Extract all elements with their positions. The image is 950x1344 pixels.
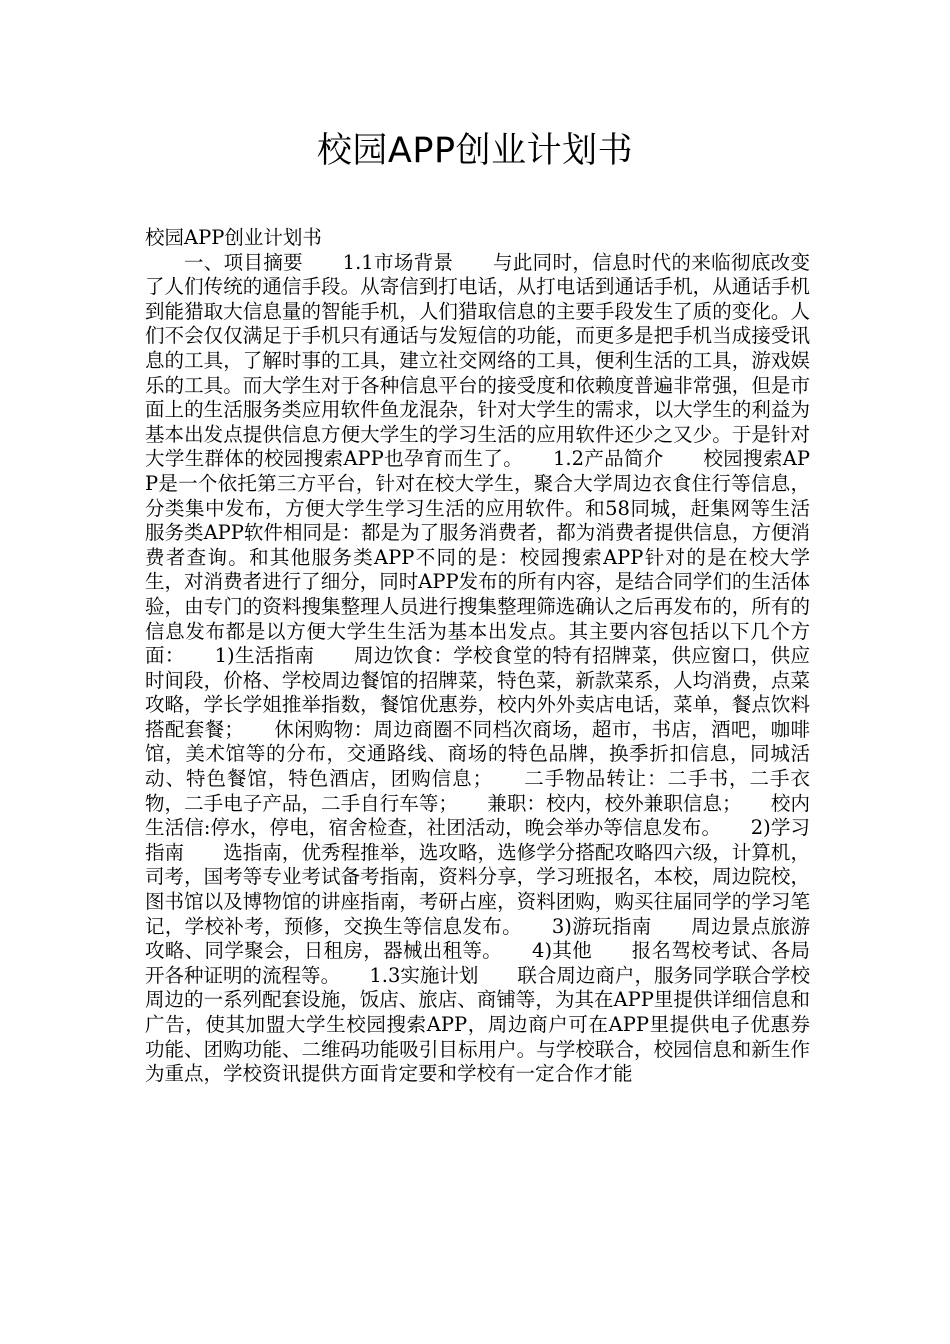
document-paragraph: 一、项目摘要 1.1市场背景 与此同时，信息时代的来临彻底改变了人们传统的通信手段。从寄信到打电话，从打电话到通话手机，从通话手机到能猎取大信息量的智能手机，人们猎取信息的主要手段发生了质的变化。人们不会仅仅满足于手机只有通话与发短信的功能，而更多是把手机当成接受讯息的工具，了解时事的工具，建立社交网络的工具，便利生活的工具，游戏娱乐的工具。而大学生对于各种信息平台的接受度和依赖度普遍非常强，但是市面上的生活服务类应用软件鱼龙混杂，针对大学生的需求，以大学生的利益为基本出发点提供信息方便大学生的学习生活的应用软件还少之又少。于是针对大学生群体的校园搜索APP也孕育而生了。 1.2产品简介 校园搜索APP是一个依托第三方平台，针对在校大学生，聚合大学周边衣食住行等信息，分类集中发布，方便大学生学习生活的应用软件。和58同城，赶集网等生活服务类APP软件相同是：都是为了服务消费者，都为消费者提供信息，方便消费者查询。和其他服务类APP不同的是：校园搜索APP针对的是在校大学生，对消费者进行了细分，同时APP发布的所有内容，是结合同学们的生活体验，由专门的资料搜集整理人员进行搜集整理筛选确认之后再发布的，所有的信息发布都是以方便大学生生活为基本出发点。其主要内容包括以下几个方面： 1)生活指南 周边饮食：学校食堂的特有招牌菜，供应窗口，供应时间段，价格、学校周边餐馆的招牌菜，特色菜，新款菜系，人均消费，点菜攻略，学长学姐推举指数，餐馆优惠券，校内外外卖店电话，菜单，餐点饮料搭配套餐； 休闲购物：周边商圈不同档次商场，超市，书店，酒吧，咖啡馆，美术馆等的分布，交通路线、商场的特色品牌，换季折扣信息，同城活动、特色餐馆，特色酒店，团购信息； 二手物品转让：二手书，二手衣物，二手电子产品，二手自行车等； 兼职：校内，校外兼职信息； 校内生活信:停水，停电，宿舍检查，社团活动，晚会举办等信息发布。 2)学习指南 选指南，优秀程推举，选攻略，选修学分搭配攻略四六级，计算机，司考，国考等专业考试备考指南，资料分享，学习班报名，本校，周边院校，图书馆以及博物馆的讲座指南，考研占座，资料团购，购买往届同学的学习笔记，学校补考，预修，交换生等信息发布。 3)游玩指南 周边景点旅游攻略、同学聚会，日租房，器械出租等。 4)其他 报名驾校考试、各局开各种证明的流程等。 1.3实施计划 联合周边商户，服务同学联合学校周边的一系列配套设施，饭店、旅店、商铺等，为其在APP里提供详细信息和广告，使其加盟大学生校园搜索APP，周边商户可在APP里提供电子优惠券功能、团购功能、二维码功能吸引目标用户。与学校联合，校园信息和新生作为重点，学校资讯提供方面肯定要和学校有一定合作才能: [145, 250, 810, 1086]
document-title: 校园APP创业计划书: [316, 131, 634, 171]
document-body: [145, 226, 810, 1087]
document-subtitle: 校园APP创业计划书: [145, 226, 322, 249]
